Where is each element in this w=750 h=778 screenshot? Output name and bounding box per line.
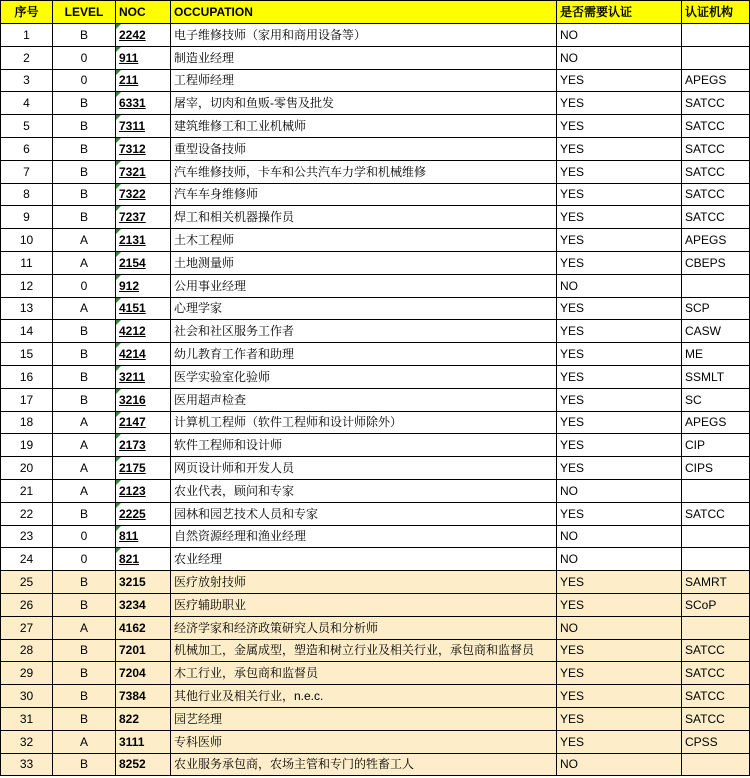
noc-code: 2154 bbox=[119, 255, 146, 270]
table-row bbox=[1, 753, 750, 776]
cell-no: 6 bbox=[1, 137, 53, 160]
cell-no: 13 bbox=[1, 297, 53, 320]
cell-noc bbox=[116, 388, 171, 411]
cell-level: B bbox=[53, 639, 116, 662]
cell-occupation: 经济学家和经济政策研究人员和分析师 bbox=[171, 616, 557, 639]
header-level: LEVEL bbox=[53, 1, 116, 24]
cell-level: B bbox=[53, 343, 116, 366]
table-row bbox=[1, 229, 750, 252]
table-row bbox=[1, 69, 750, 92]
cell-occupation: 工程师经理 bbox=[171, 69, 557, 92]
comment-marker-icon bbox=[116, 434, 121, 439]
cell-noc bbox=[116, 365, 171, 388]
table-row bbox=[1, 616, 750, 639]
cell-occupation: 计算机工程师（软件工程师和设计师除外） bbox=[171, 411, 557, 434]
noc-code: 6331 bbox=[119, 96, 146, 111]
cell-noc: 3215 bbox=[116, 571, 171, 594]
cell-cert-required: YES bbox=[557, 502, 682, 525]
cell-cert-required: YES bbox=[557, 593, 682, 616]
cell-cert-org bbox=[682, 753, 750, 776]
cell-cert-required: YES bbox=[557, 662, 682, 685]
cell-no: 19 bbox=[1, 434, 53, 457]
table-row bbox=[1, 206, 750, 229]
cell-noc: 8252 bbox=[116, 753, 171, 776]
cell-cert-org: SATCC bbox=[682, 639, 750, 662]
cell-occupation: 农业经理 bbox=[171, 548, 557, 571]
comment-marker-icon bbox=[116, 320, 121, 325]
cell-no: 12 bbox=[1, 274, 53, 297]
comment-marker-icon bbox=[116, 298, 121, 303]
cell-no: 16 bbox=[1, 365, 53, 388]
noc-code: 912 bbox=[119, 278, 140, 293]
cell-cert-org: APEGS bbox=[682, 411, 750, 434]
table-row bbox=[1, 730, 750, 753]
cell-noc bbox=[116, 183, 171, 206]
table-row bbox=[1, 183, 750, 206]
cell-no: 33 bbox=[1, 753, 53, 776]
table-row bbox=[1, 160, 750, 183]
cell-level: 0 bbox=[53, 69, 116, 92]
cell-noc bbox=[116, 479, 171, 502]
cell-occupation: 园艺经理 bbox=[171, 707, 557, 730]
cell-noc bbox=[116, 115, 171, 138]
cell-cert-required: NO bbox=[557, 274, 682, 297]
cell-cert-org: CIP bbox=[682, 434, 750, 457]
cell-no: 27 bbox=[1, 616, 53, 639]
cell-noc bbox=[116, 548, 171, 571]
cell-occupation: 汽车车身维修师 bbox=[171, 183, 557, 206]
cell-cert-org: SATCC bbox=[682, 160, 750, 183]
cell-cert-required: NO bbox=[557, 479, 682, 502]
noc-code: 4151 bbox=[119, 301, 146, 316]
cell-cert-org: ME bbox=[682, 343, 750, 366]
cell-level: B bbox=[53, 115, 116, 138]
cell-occupation: 医疗放射技师 bbox=[171, 571, 557, 594]
table-row bbox=[1, 685, 750, 708]
header-occupation: OCCUPATION bbox=[171, 1, 557, 24]
table-row bbox=[1, 525, 750, 548]
table-row bbox=[1, 639, 750, 662]
cell-no: 24 bbox=[1, 548, 53, 571]
table-row bbox=[1, 274, 750, 297]
cell-no: 3 bbox=[1, 69, 53, 92]
table-row bbox=[1, 320, 750, 343]
cell-cert-org: SCP bbox=[682, 297, 750, 320]
cell-no: 5 bbox=[1, 115, 53, 138]
cell-cert-org: SCoP bbox=[682, 593, 750, 616]
cell-cert-org: SATCC bbox=[682, 183, 750, 206]
cell-occupation: 专科医师 bbox=[171, 730, 557, 753]
cell-cert-required: YES bbox=[557, 639, 682, 662]
cell-noc bbox=[116, 297, 171, 320]
cell-no: 7 bbox=[1, 160, 53, 183]
cell-occupation: 建筑维修工和工业机械师 bbox=[171, 115, 557, 138]
table-row bbox=[1, 46, 750, 69]
cell-cert-required: YES bbox=[557, 411, 682, 434]
cell-occupation: 自然资源经理和渔业经理 bbox=[171, 525, 557, 548]
cell-cert-required: YES bbox=[557, 571, 682, 594]
cell-cert-required: NO bbox=[557, 616, 682, 639]
noc-code: 3211 bbox=[119, 369, 146, 384]
comment-marker-icon bbox=[116, 275, 121, 280]
comment-marker-icon bbox=[116, 24, 121, 29]
noc-code: 821 bbox=[119, 552, 140, 567]
noc-code: 7312 bbox=[119, 141, 146, 156]
cell-occupation: 医用超声检查 bbox=[171, 388, 557, 411]
comment-marker-icon bbox=[116, 343, 121, 348]
cell-cert-org bbox=[682, 616, 750, 639]
noc-code: 7321 bbox=[119, 164, 146, 179]
cell-level: B bbox=[53, 502, 116, 525]
cell-occupation: 医疗辅助职业 bbox=[171, 593, 557, 616]
cell-occupation: 制造业经理 bbox=[171, 46, 557, 69]
noc-code: 7311 bbox=[119, 119, 146, 134]
cell-level: B bbox=[53, 388, 116, 411]
cell-cert-required: NO bbox=[557, 548, 682, 571]
cell-cert-required: YES bbox=[557, 730, 682, 753]
cell-level: B bbox=[53, 685, 116, 708]
cell-noc bbox=[116, 434, 171, 457]
noc-code: 2225 bbox=[119, 506, 146, 521]
header-noc: NOC bbox=[116, 1, 171, 24]
table-row bbox=[1, 593, 750, 616]
cell-no: 9 bbox=[1, 206, 53, 229]
cell-cert-org: SSMLT bbox=[682, 365, 750, 388]
cell-no: 30 bbox=[1, 685, 53, 708]
cell-cert-required: NO bbox=[557, 753, 682, 776]
cell-cert-required: YES bbox=[557, 457, 682, 480]
cell-level: B bbox=[53, 753, 116, 776]
cell-level: B bbox=[53, 206, 116, 229]
cell-noc bbox=[116, 274, 171, 297]
cell-cert-org bbox=[682, 46, 750, 69]
comment-marker-icon bbox=[116, 70, 121, 75]
cell-occupation: 网页设计师和开发人员 bbox=[171, 457, 557, 480]
cell-no: 21 bbox=[1, 479, 53, 502]
table-row bbox=[1, 297, 750, 320]
cell-level: A bbox=[53, 297, 116, 320]
cell-level: 0 bbox=[53, 46, 116, 69]
cell-no: 10 bbox=[1, 229, 53, 252]
noc-code: 2123 bbox=[119, 483, 146, 498]
cell-no: 32 bbox=[1, 730, 53, 753]
cell-level: A bbox=[53, 251, 116, 274]
cell-level: B bbox=[53, 92, 116, 115]
cell-cert-required: NO bbox=[557, 525, 682, 548]
table-row bbox=[1, 411, 750, 434]
cell-noc bbox=[116, 320, 171, 343]
cell-level: B bbox=[53, 320, 116, 343]
comment-marker-icon bbox=[116, 548, 121, 553]
cell-level: A bbox=[53, 229, 116, 252]
cell-no: 26 bbox=[1, 593, 53, 616]
noc-code: 2175 bbox=[119, 461, 146, 476]
cell-noc: 3234 bbox=[116, 593, 171, 616]
header-no: 序号 bbox=[1, 1, 53, 24]
comment-marker-icon bbox=[116, 47, 121, 52]
cell-cert-org bbox=[682, 525, 750, 548]
cell-level: B bbox=[53, 24, 116, 47]
cell-cert-required: YES bbox=[557, 183, 682, 206]
cell-level: B bbox=[53, 571, 116, 594]
cell-noc bbox=[116, 229, 171, 252]
noc-code: 4212 bbox=[119, 324, 146, 339]
comment-marker-icon bbox=[116, 184, 121, 189]
header-cert-required: 是否需要认证 bbox=[557, 1, 682, 24]
cell-noc bbox=[116, 251, 171, 274]
cell-level: A bbox=[53, 616, 116, 639]
cell-level: 0 bbox=[53, 548, 116, 571]
cell-occupation: 机械加工，金属成型，塑造和树立行业及相关行业，承包商和监督员 bbox=[171, 639, 557, 662]
comment-marker-icon bbox=[116, 412, 121, 417]
cell-occupation: 汽车维修技师，卡车和公共汽车力学和机械维修 bbox=[171, 160, 557, 183]
cell-level: B bbox=[53, 183, 116, 206]
cell-cert-org: SATCC bbox=[682, 707, 750, 730]
noc-code: 4214 bbox=[119, 347, 146, 362]
cell-level: B bbox=[53, 365, 116, 388]
cell-cert-required: YES bbox=[557, 434, 682, 457]
cell-no: 22 bbox=[1, 502, 53, 525]
table-row bbox=[1, 92, 750, 115]
cell-noc bbox=[116, 206, 171, 229]
cell-noc: 7201 bbox=[116, 639, 171, 662]
cell-occupation: 重型设备技师 bbox=[171, 137, 557, 160]
cell-no: 31 bbox=[1, 707, 53, 730]
noc-code: 811 bbox=[119, 529, 139, 544]
header-row bbox=[1, 1, 750, 24]
cell-noc bbox=[116, 411, 171, 434]
cell-cert-org bbox=[682, 479, 750, 502]
table-row bbox=[1, 137, 750, 160]
cell-noc bbox=[116, 457, 171, 480]
cell-noc bbox=[116, 46, 171, 69]
table-row bbox=[1, 571, 750, 594]
cell-occupation: 其他行业及相关行业，n.e.c. bbox=[171, 685, 557, 708]
cell-no: 1 bbox=[1, 24, 53, 47]
cell-cert-org: SATCC bbox=[682, 662, 750, 685]
cell-level: A bbox=[53, 434, 116, 457]
table-row bbox=[1, 479, 750, 502]
table-row bbox=[1, 662, 750, 685]
cell-cert-org: APEGS bbox=[682, 229, 750, 252]
cell-cert-required: YES bbox=[557, 206, 682, 229]
table-row bbox=[1, 434, 750, 457]
cell-cert-org: SAMRT bbox=[682, 571, 750, 594]
noc-code: 2173 bbox=[119, 438, 146, 453]
cell-cert-required: YES bbox=[557, 92, 682, 115]
cell-cert-org: SC bbox=[682, 388, 750, 411]
cell-cert-required: YES bbox=[557, 229, 682, 252]
comment-marker-icon bbox=[116, 252, 121, 257]
comment-marker-icon bbox=[116, 503, 121, 508]
cell-occupation: 软件工程师和设计师 bbox=[171, 434, 557, 457]
cell-noc bbox=[116, 92, 171, 115]
cell-noc bbox=[116, 525, 171, 548]
cell-cert-required: YES bbox=[557, 297, 682, 320]
table-row bbox=[1, 365, 750, 388]
cell-occupation: 医学实验室化验师 bbox=[171, 365, 557, 388]
comment-marker-icon bbox=[116, 229, 121, 234]
cell-cert-required: YES bbox=[557, 137, 682, 160]
comment-marker-icon bbox=[116, 206, 121, 211]
cell-cert-org: APEGS bbox=[682, 69, 750, 92]
cell-cert-org: SATCC bbox=[682, 115, 750, 138]
comment-marker-icon bbox=[116, 457, 121, 462]
cell-no: 18 bbox=[1, 411, 53, 434]
cell-occupation: 公用事业经理 bbox=[171, 274, 557, 297]
comment-marker-icon bbox=[116, 526, 121, 531]
cell-no: 23 bbox=[1, 525, 53, 548]
cell-occupation: 农业代表，顾问和专家 bbox=[171, 479, 557, 502]
cell-cert-required: YES bbox=[557, 685, 682, 708]
cell-level: A bbox=[53, 411, 116, 434]
cell-level: B bbox=[53, 662, 116, 685]
cell-cert-required: YES bbox=[557, 365, 682, 388]
cell-cert-required: NO bbox=[557, 46, 682, 69]
cell-cert-required: YES bbox=[557, 160, 682, 183]
cell-noc: 4162 bbox=[116, 616, 171, 639]
comment-marker-icon bbox=[116, 366, 121, 371]
cell-noc bbox=[116, 160, 171, 183]
table-row bbox=[1, 502, 750, 525]
cell-level: A bbox=[53, 730, 116, 753]
comment-marker-icon bbox=[116, 480, 121, 485]
cell-occupation: 屠宰，切肉和鱼贩-零售及批发 bbox=[171, 92, 557, 115]
cell-level: B bbox=[53, 707, 116, 730]
cell-cert-required: YES bbox=[557, 388, 682, 411]
table-row bbox=[1, 24, 750, 47]
cell-cert-required: YES bbox=[557, 343, 682, 366]
noc-code: 7322 bbox=[119, 187, 146, 202]
cell-no: 2 bbox=[1, 46, 53, 69]
cell-no: 29 bbox=[1, 662, 53, 685]
cell-level: A bbox=[53, 457, 116, 480]
cell-cert-required: YES bbox=[557, 707, 682, 730]
cell-occupation: 土地测量师 bbox=[171, 251, 557, 274]
cell-cert-required: NO bbox=[557, 24, 682, 47]
noc-code: 2147 bbox=[119, 415, 146, 430]
cell-occupation: 木工行业，承包商和监督员 bbox=[171, 662, 557, 685]
cell-no: 4 bbox=[1, 92, 53, 115]
comment-marker-icon bbox=[116, 138, 121, 143]
cell-noc: 822 bbox=[116, 707, 171, 730]
comment-marker-icon bbox=[116, 389, 121, 394]
cell-no: 14 bbox=[1, 320, 53, 343]
cell-noc: 7384 bbox=[116, 685, 171, 708]
cell-noc bbox=[116, 343, 171, 366]
cell-noc bbox=[116, 137, 171, 160]
cell-level: 0 bbox=[53, 525, 116, 548]
cell-occupation: 社会和社区服务工作者 bbox=[171, 320, 557, 343]
cell-cert-org: CBEPS bbox=[682, 251, 750, 274]
cell-no: 25 bbox=[1, 571, 53, 594]
cell-level: B bbox=[53, 593, 116, 616]
cell-no: 8 bbox=[1, 183, 53, 206]
cell-cert-required: YES bbox=[557, 115, 682, 138]
noc-code: 3216 bbox=[119, 392, 146, 407]
cell-level: 0 bbox=[53, 274, 116, 297]
table-row bbox=[1, 343, 750, 366]
cell-cert-required: YES bbox=[557, 69, 682, 92]
table-row bbox=[1, 388, 750, 411]
cell-cert-required: YES bbox=[557, 320, 682, 343]
cell-occupation: 园林和园艺技术人员和专家 bbox=[171, 502, 557, 525]
table-body bbox=[1, 24, 750, 776]
cell-noc bbox=[116, 24, 171, 47]
noc-code: 7237 bbox=[119, 210, 146, 225]
cell-cert-org: CASW bbox=[682, 320, 750, 343]
cell-no: 11 bbox=[1, 251, 53, 274]
cell-occupation: 电子维修技师（家用和商用设备等） bbox=[171, 24, 557, 47]
comment-marker-icon bbox=[116, 161, 121, 166]
cell-cert-org: SATCC bbox=[682, 685, 750, 708]
cell-no: 20 bbox=[1, 457, 53, 480]
noc-code: 911 bbox=[119, 50, 139, 65]
cell-occupation: 幼儿教育工作者和助理 bbox=[171, 343, 557, 366]
cell-level: B bbox=[53, 137, 116, 160]
table-row bbox=[1, 115, 750, 138]
cell-occupation: 土木工程师 bbox=[171, 229, 557, 252]
cell-cert-org: SATCC bbox=[682, 137, 750, 160]
noc-code: 2242 bbox=[119, 27, 146, 42]
cell-occupation: 农业服务承包商，农场主管和专门的牲畜工人 bbox=[171, 753, 557, 776]
cell-cert-org: SATCC bbox=[682, 92, 750, 115]
cell-cert-org bbox=[682, 274, 750, 297]
cell-cert-org: CPSS bbox=[682, 730, 750, 753]
cell-no: 28 bbox=[1, 639, 53, 662]
comment-marker-icon bbox=[116, 92, 121, 97]
comment-marker-icon bbox=[116, 115, 121, 120]
cell-no: 15 bbox=[1, 343, 53, 366]
cell-noc bbox=[116, 69, 171, 92]
noc-code: 211 bbox=[119, 73, 139, 88]
cell-cert-required: YES bbox=[557, 251, 682, 274]
cell-noc: 3111 bbox=[116, 730, 171, 753]
cell-cert-org bbox=[682, 548, 750, 571]
noc-code: 2131 bbox=[119, 233, 146, 248]
cell-no: 17 bbox=[1, 388, 53, 411]
table-row bbox=[1, 548, 750, 571]
cell-level: B bbox=[53, 160, 116, 183]
cell-occupation: 焊工和相关机器操作员 bbox=[171, 206, 557, 229]
cell-noc: 7204 bbox=[116, 662, 171, 685]
header-cert-org: 认证机构 bbox=[682, 1, 750, 24]
table-row bbox=[1, 707, 750, 730]
cell-noc bbox=[116, 502, 171, 525]
cell-cert-org: SATCC bbox=[682, 206, 750, 229]
cell-level: A bbox=[53, 479, 116, 502]
table-row bbox=[1, 251, 750, 274]
cell-occupation: 心理学家 bbox=[171, 297, 557, 320]
cell-cert-org: CIPS bbox=[682, 457, 750, 480]
cell-cert-org bbox=[682, 24, 750, 47]
table-row bbox=[1, 457, 750, 480]
cell-cert-org: SATCC bbox=[682, 502, 750, 525]
